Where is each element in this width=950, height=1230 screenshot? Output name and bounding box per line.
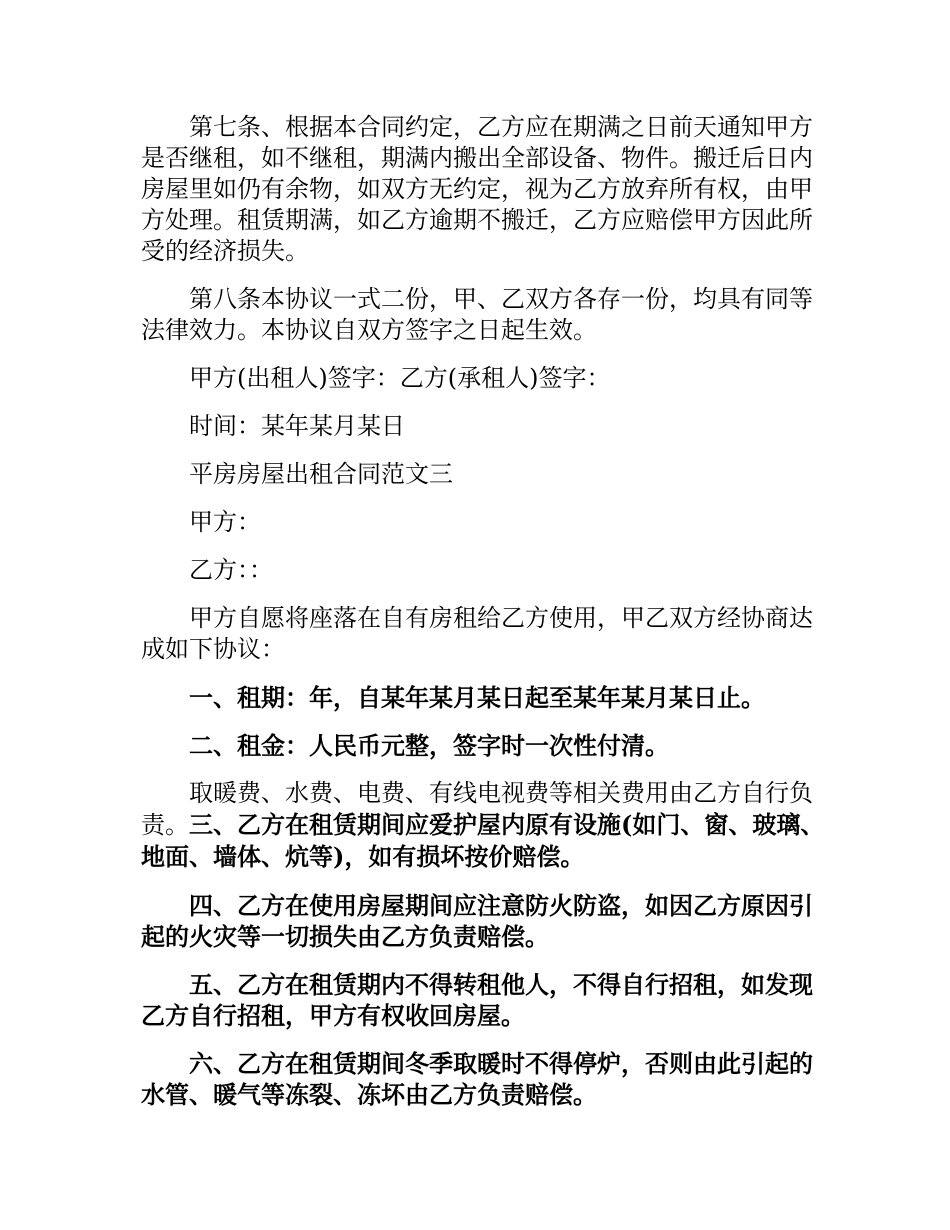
article-8-paragraph: 第八条本协议一式二份，甲、乙双方各存一份，均具有同等法律效力。本协议自双方签字之日起生效。 <box>141 285 813 344</box>
clause-2-rent: 二、租金：人民币元整，签字时一次性付清。 <box>189 731 669 760</box>
party-b-line: 乙方：： <box>189 556 273 584</box>
intro-paragraph: 甲方自愿将座落在自有房租给乙方使用，甲乙双方经协商达成如下协议： <box>141 604 813 663</box>
fees-paragraph <box>141 778 831 873</box>
contract-title: 平房房屋出租合同范文三 <box>189 460 453 488</box>
clause-3-facilities: 三、乙方在租赁期间应爱护屋内原有设施(如门、窗、玻璃、地面、墙体、炕等)，如有损坏按价赔偿。 <box>141 810 825 871</box>
article-7-paragraph: 第七条、根据本合同约定，乙方应在期满之日前天通知甲方是否继租，如不继租，期满内搬出全部设备、物件。搬迁后日内房屋里如仍有余物，如双方无约定，视为乙方放弃所有权，由甲方处理。租赁期满，如乙方逾期不搬迁，乙方应赔偿甲方因此所受的经济损失。 <box>141 113 813 265</box>
clause-1-term: 一、租期：年，自某年某月某日起至某年某月某日止。 <box>189 683 765 712</box>
clause-4-fire-safety: 四、乙方在使用房屋期间应注意防火防盗，如因乙方原因引起的火灾等一切损失由乙方负责赔偿。 <box>141 891 813 951</box>
clause-5-sublet: 五、乙方在租赁期内不得转租他人，不得自行招租，如发现乙方自行招租，甲方有权收回房屋。 <box>141 970 813 1030</box>
document-body <box>141 112 831 1127</box>
fees-text: 取暖费、水费、电费、有线电视费等相关费用由乙方自行负责。 <box>141 779 813 839</box>
clause-6-heating: 六、乙方在租赁期间冬季取暖时不得停炉，否则由此引起的水管、暖气等冻裂、冻坏由乙方负责赔偿。 <box>141 1049 813 1109</box>
party-a-line: 甲方： <box>189 508 261 536</box>
date-line: 时间：某年某月某日 <box>189 412 405 440</box>
signature-line: 甲方(出租人)签字：乙方(承租人)签字： <box>189 364 611 392</box>
